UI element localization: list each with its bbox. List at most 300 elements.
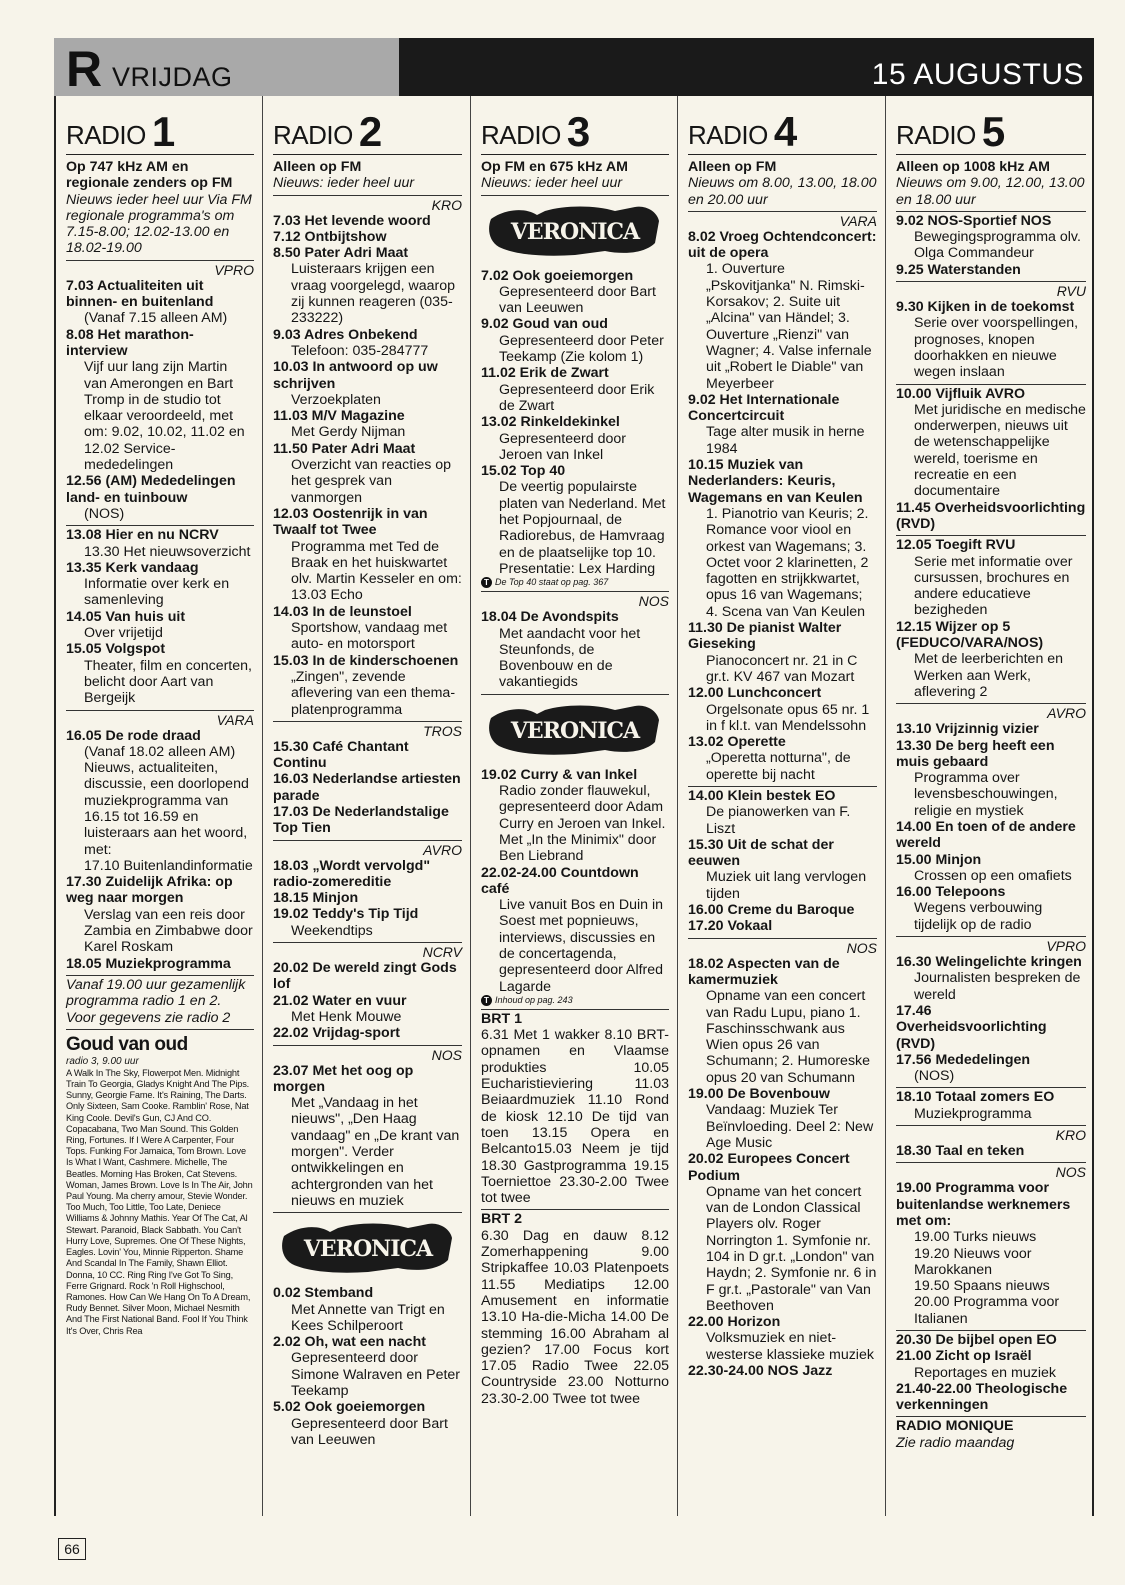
program-entry	[273, 1063, 462, 1210]
station-frequency: Alleen op 1008 kHz AM	[896, 159, 1051, 175]
column-radio-4	[677, 96, 885, 1516]
program-title: 9.02 NOS-Sportief NOS	[896, 212, 1052, 229]
program-title: 18.30 Taal en teken	[896, 1143, 1025, 1160]
program-title: 8.50 Pater Adri Maat	[273, 245, 409, 262]
program-entry	[273, 604, 462, 653]
program-entry	[66, 527, 254, 543]
section-divider	[66, 710, 254, 711]
page-reference-text: De Top 40 staat op pag. 367	[495, 577, 609, 588]
program-entry	[896, 1348, 1086, 1381]
program-title: 13.02 Rinkeldekinkel	[481, 414, 620, 431]
program-description: Met Gerdy Nijman	[291, 424, 406, 441]
program-description: Vandaag: Muziek Ter Beïnvloeding. Deel 2: New Age Music	[706, 1102, 874, 1151]
section-divider	[896, 1087, 1086, 1088]
program-entry	[896, 1089, 1086, 1122]
program-title: 11.03 M/V Magazine	[273, 408, 405, 425]
program-entry	[481, 767, 669, 865]
program-entry	[273, 960, 462, 993]
section-divider	[896, 1125, 1086, 1126]
program-entry	[896, 500, 1086, 533]
program-title: 7.03 Actualiteiten uit binnen- en buitenland	[66, 277, 214, 311]
program-title: 15.00 Minjon	[896, 851, 982, 868]
program-entry	[896, 619, 1086, 700]
brt-station-title: BRT 1	[481, 1010, 522, 1027]
section-divider	[688, 938, 877, 939]
column-radio-5	[885, 96, 1094, 1516]
brt-schedule: 6.31 Met 1 wakker 8.10 BRT-opnamen en Vlaamse produkties 10.05 Eucharistieviering 11.03 Beiaardmuziek 11.10 Rond de kiosk 12.10 De tijd van toen 13.15 Opera en Belcanto15.03 Neem je tijd 18.30 Gastprogramma 19.15 Toerniettoe 23.30-2.00 Twee tot twee	[481, 1027, 669, 1207]
program-entry	[896, 852, 1086, 885]
station-note: Nieuws om 9.00, 12.00, 13.00 en 18.00 uur	[896, 175, 1085, 208]
program-entry	[273, 890, 462, 906]
program-entry	[66, 728, 254, 858]
program-description: Programma met Ted de Braak en het huiskwartet olv. Martin Kesseler en om:	[291, 538, 462, 588]
program-entry	[273, 906, 462, 939]
program-entry	[688, 1086, 877, 1151]
program-entry	[896, 537, 1086, 618]
goud-van-oud-subtitle: radio 3, 9.00 uur	[66, 1055, 139, 1067]
program-title: 23.07 Met het oog op morgen	[273, 1062, 414, 1095]
program-entry	[273, 771, 462, 804]
program-title: 14.00 En toen of de andere wereld	[896, 818, 1076, 852]
program-entry	[273, 408, 462, 441]
program-entry	[273, 229, 462, 245]
veronica-logo	[481, 699, 669, 761]
goud-van-oud-title: Goud van oud	[66, 1033, 188, 1055]
program-description: Gepresenteerd door Bart van Leeuwen	[499, 283, 656, 317]
program-description: Programma over levensbeschouwingen, religie en mystiek	[914, 770, 1058, 819]
station-frequency: Alleen op FM	[273, 159, 362, 175]
program-entry	[66, 327, 254, 474]
program-description: Theater, film en concerten, belicht door Aart van Bergeijk	[84, 657, 252, 707]
station-note: Nieuws om 8.00, 13.00, 18.00 en 20.00 uur	[688, 175, 877, 208]
program-description: Serie met informatie over cursussen, brochures en andere educatieve bezigheden	[914, 553, 1073, 619]
program-title: 13.30 De berg heeft een muis gebaard	[896, 737, 1055, 770]
broadcaster-label: NCRV	[422, 944, 462, 961]
program-entry	[896, 1332, 1086, 1348]
program-title: 11.45 Overheidsvoorlichting (RVD)	[896, 499, 1086, 532]
station-note: Zie radio maandag	[896, 1434, 1015, 1451]
program-entry	[896, 884, 1086, 933]
program-description: (NOS)	[914, 1068, 955, 1085]
broadcaster-label: VARA	[839, 212, 877, 229]
section-divider	[66, 975, 254, 976]
program-description: De pianowerken van F. Liszt	[706, 804, 851, 837]
section-divider	[273, 840, 462, 841]
program-title: 19.00 De Bovenbouw	[688, 1086, 830, 1103]
program-entry	[688, 837, 877, 902]
program-title: 22.02 Vrijdag-sport	[273, 1025, 400, 1042]
t-icon: T	[481, 995, 492, 1006]
broadcaster-label: NOS	[638, 593, 669, 610]
schedule-subitem: 19.00 Turks nieuws	[914, 1229, 1037, 1246]
program-title: 22.30-24.00 NOS Jazz	[688, 1363, 833, 1380]
program-title: 16.03 Nederlandse artiesten parade	[273, 771, 461, 804]
program-entry	[273, 506, 462, 587]
section-divider	[273, 1045, 462, 1046]
program-title: 16.05 De rode draad	[66, 727, 201, 744]
section-divider	[66, 260, 254, 261]
program-description: Weekendtips	[291, 922, 373, 939]
program-entry	[273, 1399, 462, 1448]
program-title: 16.30 Welingelichte kringen	[896, 954, 1082, 971]
broadcaster-label: NOS	[1055, 1164, 1086, 1181]
program-entry	[66, 473, 254, 522]
program-entry	[896, 1180, 1086, 1229]
page-reference	[481, 995, 669, 1006]
section-divider	[896, 384, 1086, 385]
program-entry	[688, 229, 877, 392]
program-title: 14.00 Klein bestek EO	[688, 787, 836, 804]
program-description: „Zingen", zevende aflevering van een thema-platenprogramma	[291, 668, 456, 718]
station-title	[688, 110, 877, 155]
program-entry	[273, 245, 462, 326]
program-entry	[896, 213, 1086, 262]
program-entry	[688, 392, 877, 457]
veronica-logo	[273, 1217, 462, 1279]
program-title: 17.03 De Nederlandstalige Top Tien	[273, 803, 449, 837]
station-frequency: Op FM en 675 kHz AM	[481, 159, 628, 175]
program-title: 9.03 Adres Onbekend	[273, 326, 418, 343]
program-title: 19.02 Curry & van Inkel	[481, 766, 638, 783]
section-divider	[273, 1212, 462, 1213]
radio-logo-letter: R	[66, 41, 101, 97]
program-entry	[688, 620, 877, 685]
station-title	[896, 110, 1086, 155]
section-divider	[481, 591, 669, 592]
program-title: 18.02 Aspecten van de kamermuziek	[688, 955, 840, 988]
station-frequency: RADIO MONIQUE	[896, 1418, 1014, 1435]
section-divider	[688, 211, 877, 212]
tv-guide-page	[54, 38, 1094, 1518]
program-description: Met Annette van Trigt en Kees Schilperoort	[291, 1301, 445, 1334]
broadcaster-label: KRO	[431, 196, 462, 213]
program-description: Wegens verbouwing tijdelijk op de radio	[914, 900, 1043, 933]
section-divider	[273, 942, 462, 943]
brt-station-title: BRT 2	[481, 1211, 522, 1228]
program-entry	[273, 213, 462, 229]
program-entry	[66, 609, 254, 642]
program-entry	[688, 1151, 877, 1314]
program-title: 14.03 In de leunstoel	[273, 603, 412, 620]
program-title: 21.02 Water en vuur	[273, 992, 407, 1009]
program-title: 10.03 In antwoord op uw schrijven	[273, 359, 438, 392]
veronica-logo-icon	[278, 1220, 458, 1276]
program-description: Gepresenteerd door Bart van Leeuwen	[291, 1415, 448, 1448]
schedule-subitem: 19.50 Spaans nieuws	[914, 1278, 1050, 1295]
section-divider	[896, 1416, 1086, 1417]
program-title: 19.02 Teddy's Tip Tijd	[273, 906, 419, 923]
brt-schedule: 6.30 Dag en dauw 8.12 Zomerhappening 9.00 Stripkaffee 10.03 Platenpoets 11.55 Mediatips 12.00 Amusement en informatie 13.10 Ha-die-Micha 14.00 De stemming 16.00 Abraham al gezien? 17.00 Focus kort 17.05 Radio Twee 22.05 Countryside 23.00 Notturno 23.30-2.00 Twee tot twee	[481, 1227, 669, 1407]
program-entry	[688, 1314, 877, 1363]
program-title: 14.05 Van huis uit	[66, 608, 186, 625]
program-title: 22.00 Horizon	[688, 1314, 781, 1331]
program-description: Gepresenteerd door Erik de Zwart	[499, 381, 655, 414]
program-description: Gepresenteerd door Jeroen van Inkel	[499, 430, 626, 463]
page-reference	[481, 577, 669, 588]
program-title: 16.00 Creme du Baroque	[688, 902, 855, 919]
broadcaster-label: NOS	[431, 1046, 462, 1063]
program-description: Journalisten bespreken de wereld	[914, 970, 1081, 1003]
program-entry	[481, 463, 669, 577]
program-entry	[273, 739, 462, 772]
program-description: Met de leerberichten en Werken aan Werk, aflevering 2	[914, 651, 1064, 700]
section-divider	[66, 525, 254, 526]
goud-van-oud-playlist: A Walk In The Sky, Flowerpot Men. Midnight Train To Georgia, Gladys Knight And The Pips. Sunny, Georgie Fame. It's Raining, The Darts. Only Sixteen, Sam Cooke. Ramblin' Rose, Nat King Coole. Devil's Gun, CJ And CO. Copacabana, Two Man Sound. This Golden Ring, Fortunes. If I Were A Carpenter, Four Tops. Funking For Jamaica, Tom Brown. Love Is What I Want, Cashmere. Michelle, The Beatles. Morning Has Broken, Cat Stevens. Woman, James Brown. Love Is In The Air, John Paul Young. Ma cherry amour, Stevie Wonder. Too Much, Too Little, Too Late, Deniece Williams & Johnny Mathis. Year Of The Cat, Al Stewart. Paranoid, Black Sabbath. You Can't Hurry Love, Supremes. One Of These Nights, Eagles. Lovin' You, Minnie Ripperton. Shame And Scandal In The Family, Shawn Elliot. Donna, 10 CC. Ring Ring I've Got To Sing, Ferre Grignard. Rock 'n Roll Highschool, Ramones. How Can We Hang On To A Dream, Rudy Bennet. Silver Moon, Michael Nesmith And The First National Band. Fool If You Think It's Over, Chris Rea	[66, 1067, 253, 1336]
station-number: 5	[981, 108, 1006, 155]
station-number: 2	[358, 108, 383, 155]
program-entry	[66, 560, 254, 609]
station-title	[273, 110, 462, 155]
program-description: Informatie over kerk en samenleving	[84, 576, 230, 609]
program-entry	[273, 653, 462, 718]
page-header	[54, 38, 1094, 96]
station-word: RADIO	[481, 120, 561, 150]
program-title: 9.30 Kijken in de toekomst	[896, 299, 1075, 316]
program-entry	[896, 721, 1086, 737]
program-entry	[481, 268, 669, 317]
section-divider	[688, 786, 877, 787]
program-title: 9.25 Waterstanden	[896, 261, 1021, 278]
t-icon: T	[481, 577, 492, 588]
program-title: 12.00 Lunchconcert	[688, 685, 822, 702]
program-title: 0.02 Stemband	[273, 1285, 374, 1302]
program-title: 11.30 De pianist Walter Gieseking	[688, 620, 842, 653]
station-word: RADIO	[688, 120, 768, 150]
program-description: Telefoon: 035-284777	[291, 342, 429, 359]
program-title: 7.03 Het levende woord	[273, 212, 431, 229]
section-divider	[896, 1162, 1086, 1163]
program-description: Met Henk Mouwe	[291, 1008, 402, 1025]
program-entry	[66, 956, 254, 972]
station-note: Nieuws ieder heel uur Via FM regionale programma's om 7.15-8.00; 12.02-13.00 en 18.02-19.00	[66, 191, 252, 257]
program-description: „Operetta notturna", de operette bij nacht	[706, 750, 851, 783]
station-word: RADIO	[896, 120, 976, 150]
broadcaster-label: NOS	[846, 939, 877, 956]
program-title: 20.02 De wereld zingt Gods lof	[273, 960, 457, 993]
page-reference-text: Inhoud op pag. 243	[495, 994, 573, 1005]
program-entry	[273, 441, 462, 506]
header-left-band	[54, 38, 399, 96]
veronica-logo-icon	[485, 203, 665, 259]
program-description: Overzicht van reacties op het gesprek van vanmorgen	[291, 457, 452, 506]
program-description: Gepresenteerd door Peter Teekamp (Zie kolom 1)	[499, 332, 664, 366]
schedule-subitem: 20.00 Programma voor Italianen	[914, 1294, 1060, 1327]
station-note: Nieuws: ieder heel uur	[481, 175, 623, 192]
section-divider	[481, 1009, 669, 1010]
program-entry	[66, 641, 254, 706]
program-description: Vijf uur lang zijn Martin van Amerongen en Bart Tromp in de studio tot elkaar veroordeeld, met om: 9.02, 10.02, 11.02 en 12.02 Service-mededelingen	[84, 359, 245, 474]
program-entry	[688, 1363, 877, 1379]
program-title: 7.02 Ook goeiemorgen	[481, 267, 634, 284]
station-number: 3	[566, 108, 591, 155]
section-divider	[66, 1029, 254, 1030]
program-title: 15.03 In de kinderschoenen	[273, 652, 459, 669]
program-description: Met aandacht voor het Steunfonds, de Bovenbouw en de vakantiegids	[499, 625, 641, 691]
page-number: 66	[58, 1538, 86, 1560]
program-description: Muziek uit lang vervlogen tijden	[706, 869, 867, 902]
station-number: 4	[773, 108, 798, 155]
station-frequency: Op 747 kHz AM en regionale zenders op FM	[66, 159, 233, 192]
veronica-logo-text: VERONICA	[510, 218, 640, 245]
program-title: 17.30 Zuidelijk Afrika: op weg naar morgen	[66, 874, 233, 907]
broadcaster-label: RVU	[1056, 283, 1086, 300]
program-title: 13.08 Hier en nu NCRV	[66, 527, 219, 544]
program-entry	[273, 327, 462, 360]
program-entry	[896, 1381, 1086, 1414]
program-entry	[481, 316, 669, 365]
program-title: 13.10 Vrijzinnig vizier	[896, 721, 1039, 738]
program-title: 18.03 „Wordt vervolgd" radio-zomereditie	[273, 857, 431, 890]
program-description: Over vrijetijd	[84, 625, 163, 642]
program-description: Verzoekplaten	[291, 391, 381, 408]
program-title: 15.30 Uit de schat der eeuwen	[688, 836, 834, 870]
broadcaster-label: TROS	[423, 722, 462, 739]
station-frequency: Alleen op FM	[688, 159, 777, 175]
station-title	[66, 110, 254, 155]
broadcaster-label: AVRO	[1047, 705, 1086, 722]
broadcaster-label: KRO	[1055, 1127, 1086, 1144]
veronica-logo	[481, 200, 669, 262]
program-entry	[688, 956, 877, 1086]
program-title: 18.15 Minjon	[273, 890, 359, 907]
program-entry	[688, 457, 877, 620]
veronica-logo-text: VERONICA	[303, 1236, 432, 1263]
program-title: 21.00 Zicht op Israël	[896, 1348, 1032, 1365]
program-title: 20.30 De bijbel open EO	[896, 1332, 1057, 1348]
program-description: (Vanaf 18.02 alleen AM) Nieuws, actualiteiten, discussie, een doorlopend muziekprogramma van 16.15 tot 16.59 en luisteraars aan het woord, met:	[84, 743, 249, 858]
program-title: 15.02 Top 40	[481, 463, 566, 480]
program-description: Opname van het concert van de London Classical Players olv. Roger Norrington 1. Symfonie nr. 104 in D gr.t. „London" van Haydn; 2. Symfonie nr. 6 in F gr.t. „Pastorale" van Van Beethoven	[706, 1183, 877, 1314]
station-number: 1	[151, 108, 176, 155]
program-title: 15.05 Volgspot	[66, 641, 166, 658]
program-entry	[688, 734, 877, 783]
program-description: 1. Pianotrio van Keuris; 2. Romance voor viool en orkest van Wagemans; 3. Octet voor 2 klarinetten, 2 fagotten en strijkkwartet, opus 16 van Wagemans; 4. Scena van Van Keulen	[706, 505, 869, 620]
program-title: 18.10 Totaal zomers EO	[896, 1089, 1055, 1106]
program-entry	[66, 278, 254, 327]
program-title: 8.08 Het marathon-interview	[66, 326, 194, 359]
program-entry	[481, 865, 669, 995]
program-title: 17.56 Mededelingen	[896, 1051, 1031, 1068]
program-title: 10.00 Vijfluik AVRO	[896, 385, 1026, 402]
program-description: Volksmuziek en niet-westerse klassieke muziek	[706, 1330, 874, 1363]
program-description: Pianoconcert nr. 21 in C gr.t. KV 467 van Mozart	[706, 652, 858, 685]
section-divider	[273, 721, 462, 722]
program-description: Serie over voorspellingen, prognoses, knopen doorhakken en nieuwe wegen inslaan	[914, 315, 1079, 381]
program-description: (NOS)	[84, 505, 125, 522]
program-title: 15.30 Café Chantant Continu	[273, 738, 409, 772]
section-divider	[896, 936, 1086, 937]
program-entry	[896, 386, 1086, 500]
program-title: 20.02 Europees Concert Podium	[688, 1151, 850, 1184]
station-note: Vanaf 19.00 uur gezamenlijk programma radio 1 en 2. Voor gegevens zie radio 2	[66, 976, 246, 1026]
program-title: 11.02 Erik de Zwart	[481, 365, 609, 382]
program-entry	[688, 902, 877, 918]
program-title: 2.02 Oh, wat een nacht	[273, 1334, 426, 1351]
program-description: Opname van een concert van Radu Lupu, piano 1. Faschinsschwank aus Wien opus 26 van Schumann; 2. Humoreske opus 20 van Schumann	[706, 988, 871, 1086]
program-description: Verslag van een reis door Zambia en Zimbabwe door Karel Roskam	[84, 906, 253, 956]
program-title: 8.02 Vroeg Ochtendconcert: uit de opera	[688, 228, 877, 262]
program-description: Live vanuit Bos en Duin in Soest met popnieuws, interviews, discussies en de concertagenda, gepresenteerd door Alfred Lagarde	[499, 897, 664, 995]
program-entry	[896, 299, 1086, 380]
program-description: Luisteraars krijgen een vraag voorgelegd, waarop zij kunnen reageren (035-233222)	[291, 261, 456, 327]
section-divider	[896, 703, 1086, 704]
broadcaster-label: VARA	[216, 711, 254, 728]
program-title: 17.20 Vokaal	[688, 918, 773, 935]
station-word: RADIO	[66, 120, 146, 150]
program-entry	[688, 788, 877, 837]
program-title: 13.02 Operette	[688, 734, 786, 751]
program-description: Reportages en muziek	[914, 1364, 1056, 1381]
program-entry	[273, 359, 462, 408]
section-divider	[896, 535, 1086, 536]
program-entry	[688, 918, 877, 934]
program-title: 13.35 Kerk vandaag	[66, 559, 199, 576]
program-title: 12.56 (AM) Mededelingen land- en tuinbouw	[66, 473, 236, 506]
program-description: Bewegingsprogramma olv. Olga Commandeur	[914, 229, 1081, 262]
program-description: De veertig populairste platen van Nederland. Met het Popjournaal, de Radiorebus, de Hamvraag en de plaatselijke top 10. Presentatie: Lex Harding	[499, 479, 666, 577]
section-divider	[896, 211, 1086, 212]
program-entry	[896, 738, 1086, 819]
program-title: 7.12 Ontbijtshow	[273, 228, 387, 245]
section-divider	[481, 195, 669, 196]
program-entry	[481, 609, 669, 690]
section-divider	[481, 1209, 669, 1210]
program-title: 18.04 De Avondspits	[481, 609, 619, 626]
column-radio-2	[262, 96, 470, 1516]
program-title: 9.02 Goud van oud	[481, 316, 608, 333]
program-entry	[896, 1003, 1086, 1052]
program-entry	[481, 365, 669, 414]
station-note: Nieuws: ieder heel uur	[273, 175, 415, 192]
program-title: 21.40-22.00 Theologische verkenningen	[896, 1380, 1068, 1414]
program-description: (Vanaf 7.15 alleen AM)	[84, 310, 228, 327]
station-columns	[54, 96, 1094, 1516]
schedule-subitem: 13.30 Het nieuwsoverzicht	[84, 543, 251, 560]
program-entry	[896, 1143, 1086, 1159]
program-title: 9.02 Het Internationale Concertcircuit	[688, 391, 840, 425]
schedule-subitem: 13.03 Echo	[291, 587, 363, 604]
program-title: 16.00 Telepoons	[896, 884, 1006, 901]
section-divider	[273, 195, 462, 196]
section-divider	[481, 694, 669, 695]
program-entry	[273, 993, 462, 1026]
program-description: Gepresenteerd door Simone Walraven en Peter Teekamp	[291, 1350, 461, 1399]
program-title: 19.00 Programma voor buitenlandse werknemers met om:	[896, 1180, 1071, 1229]
column-radio-3	[470, 96, 677, 1516]
header-right-band	[399, 38, 1094, 96]
section-divider	[896, 281, 1086, 282]
program-description: Crossen op een omafiets	[914, 867, 1072, 884]
program-description: Sportshow, vandaag met auto- en motorsport	[291, 620, 448, 653]
section-divider	[896, 1330, 1086, 1331]
program-description: Radio zonder flauwekul, gepresenteerd door Adam Curry en Jeroen van Inkel. Met „In the Minimix" door Ben Liebrand	[499, 783, 666, 865]
program-entry	[273, 1285, 462, 1334]
program-title: 12.05 Toegift RVU	[896, 537, 1016, 554]
program-entry	[896, 262, 1086, 278]
program-description: Met juridische en medische onderwerpen, nieuws uit de wetenschappelijke wereld, toerisme en recreatie en een documentaire	[914, 401, 1086, 500]
program-description: Tage alter musik in herne 1984	[706, 424, 865, 457]
program-title: 10.15 Muziek van Nederlanders: Keuris, Wagemans en van Keulen	[688, 457, 863, 506]
broadcaster-label: VPRO	[1046, 938, 1086, 955]
column-radio-1	[56, 96, 262, 1516]
station-word: RADIO	[273, 120, 353, 150]
veronica-logo-text: VERONICA	[510, 717, 640, 744]
program-title: 18.05 Muziekprogramma	[66, 955, 231, 972]
program-entry	[896, 954, 1086, 1003]
program-entry	[481, 414, 669, 463]
program-entry	[273, 1334, 462, 1399]
schedule-subitem: 19.20 Nieuws voor Marokkanen	[914, 1245, 1032, 1278]
